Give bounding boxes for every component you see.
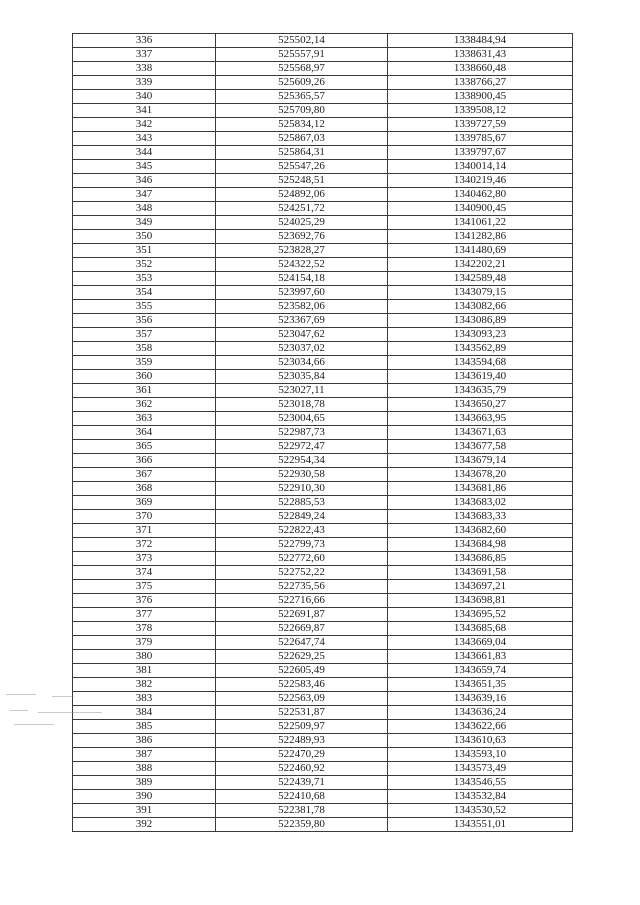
point-number-cell: 386 bbox=[73, 734, 216, 748]
table-row bbox=[73, 496, 573, 510]
x-coordinate-cell: 525834,12 bbox=[216, 118, 388, 132]
point-number-cell: 337 bbox=[73, 48, 216, 62]
y-coordinate-cell: 1343636,24 bbox=[388, 706, 573, 720]
table-row bbox=[73, 412, 573, 426]
y-coordinate-cell: 1338484,94 bbox=[388, 34, 573, 48]
x-coordinate-cell: 524154,18 bbox=[216, 272, 388, 286]
table-row bbox=[73, 76, 573, 90]
point-number-cell: 370 bbox=[73, 510, 216, 524]
table-row bbox=[73, 636, 573, 650]
y-coordinate-cell: 1343663,95 bbox=[388, 412, 573, 426]
y-coordinate-cell: 1340014,14 bbox=[388, 160, 573, 174]
x-coordinate-cell: 525867,03 bbox=[216, 132, 388, 146]
x-coordinate-cell: 525568,97 bbox=[216, 62, 388, 76]
x-coordinate-cell: 523035,84 bbox=[216, 370, 388, 384]
point-number-cell: 345 bbox=[73, 160, 216, 174]
y-coordinate-cell: 1343683,33 bbox=[388, 510, 573, 524]
y-coordinate-cell: 1340219,46 bbox=[388, 174, 573, 188]
table-row bbox=[73, 300, 573, 314]
point-number-cell: 363 bbox=[73, 412, 216, 426]
x-coordinate-cell: 522410,68 bbox=[216, 790, 388, 804]
table-row bbox=[73, 174, 573, 188]
x-coordinate-cell: 522910,30 bbox=[216, 482, 388, 496]
point-number-cell: 342 bbox=[73, 118, 216, 132]
point-number-cell: 347 bbox=[73, 188, 216, 202]
y-coordinate-cell: 1339785,67 bbox=[388, 132, 573, 146]
x-coordinate-cell: 523997,60 bbox=[216, 286, 388, 300]
x-coordinate-cell: 522460,92 bbox=[216, 762, 388, 776]
point-number-cell: 368 bbox=[73, 482, 216, 496]
x-coordinate-cell: 522752,22 bbox=[216, 566, 388, 580]
table-row bbox=[73, 622, 573, 636]
table-row bbox=[73, 804, 573, 818]
y-coordinate-cell: 1343530,52 bbox=[388, 804, 573, 818]
x-coordinate-cell: 523692,76 bbox=[216, 230, 388, 244]
point-number-cell: 341 bbox=[73, 104, 216, 118]
y-coordinate-cell: 1343086,89 bbox=[388, 314, 573, 328]
point-number-cell: 390 bbox=[73, 790, 216, 804]
y-coordinate-cell: 1343651,35 bbox=[388, 678, 573, 692]
y-coordinate-cell: 1343661,83 bbox=[388, 650, 573, 664]
y-coordinate-cell: 1343686,85 bbox=[388, 552, 573, 566]
table-row bbox=[73, 244, 573, 258]
table-row bbox=[73, 678, 573, 692]
x-coordinate-cell: 522930,58 bbox=[216, 468, 388, 482]
x-coordinate-cell: 522381,78 bbox=[216, 804, 388, 818]
table-row bbox=[73, 468, 573, 482]
x-coordinate-cell: 523027,11 bbox=[216, 384, 388, 398]
table-row bbox=[73, 706, 573, 720]
point-number-cell: 353 bbox=[73, 272, 216, 286]
point-number-cell: 383 bbox=[73, 692, 216, 706]
point-number-cell: 346 bbox=[73, 174, 216, 188]
point-number-cell: 361 bbox=[73, 384, 216, 398]
table-row bbox=[73, 790, 573, 804]
point-number-cell: 382 bbox=[73, 678, 216, 692]
point-number-cell: 387 bbox=[73, 748, 216, 762]
table-row bbox=[73, 818, 573, 832]
x-coordinate-cell: 523034,66 bbox=[216, 356, 388, 370]
point-number-cell: 365 bbox=[73, 440, 216, 454]
table-row bbox=[73, 566, 573, 580]
point-number-cell: 364 bbox=[73, 426, 216, 440]
y-coordinate-cell: 1338660,48 bbox=[388, 62, 573, 76]
table-row bbox=[73, 398, 573, 412]
y-coordinate-cell: 1343685,68 bbox=[388, 622, 573, 636]
x-coordinate-cell: 523018,78 bbox=[216, 398, 388, 412]
table-row bbox=[73, 216, 573, 230]
table-row bbox=[73, 776, 573, 790]
y-coordinate-cell: 1343639,16 bbox=[388, 692, 573, 706]
table-row bbox=[73, 202, 573, 216]
x-coordinate-cell: 522509,97 bbox=[216, 720, 388, 734]
x-coordinate-cell: 522972,47 bbox=[216, 440, 388, 454]
point-number-cell: 360 bbox=[73, 370, 216, 384]
x-coordinate-cell: 525248,51 bbox=[216, 174, 388, 188]
x-coordinate-cell: 523037,02 bbox=[216, 342, 388, 356]
y-coordinate-cell: 1343610,63 bbox=[388, 734, 573, 748]
table-row bbox=[73, 720, 573, 734]
table-row bbox=[73, 258, 573, 272]
y-coordinate-cell: 1338631,43 bbox=[388, 48, 573, 62]
y-coordinate-cell: 1343677,58 bbox=[388, 440, 573, 454]
point-number-cell: 343 bbox=[73, 132, 216, 146]
point-number-cell: 369 bbox=[73, 496, 216, 510]
table-row bbox=[73, 510, 573, 524]
table-row bbox=[73, 132, 573, 146]
point-number-cell: 362 bbox=[73, 398, 216, 412]
table-row bbox=[73, 34, 573, 48]
y-coordinate-cell: 1343684,98 bbox=[388, 538, 573, 552]
table-row bbox=[73, 692, 573, 706]
y-coordinate-cell: 1343697,21 bbox=[388, 580, 573, 594]
table-row bbox=[73, 160, 573, 174]
x-coordinate-cell: 522799,73 bbox=[216, 538, 388, 552]
margin-smudge bbox=[2, 688, 110, 730]
table-row bbox=[73, 118, 573, 132]
y-coordinate-cell: 1343698,81 bbox=[388, 594, 573, 608]
y-coordinate-cell: 1343551,01 bbox=[388, 818, 573, 832]
x-coordinate-cell: 523047,62 bbox=[216, 328, 388, 342]
point-number-cell: 339 bbox=[73, 76, 216, 90]
point-number-cell: 374 bbox=[73, 566, 216, 580]
table-row bbox=[73, 146, 573, 160]
y-coordinate-cell: 1343532,84 bbox=[388, 790, 573, 804]
table-row bbox=[73, 426, 573, 440]
x-coordinate-cell: 522772,60 bbox=[216, 552, 388, 566]
x-coordinate-cell: 522629,25 bbox=[216, 650, 388, 664]
x-coordinate-cell: 524322,52 bbox=[216, 258, 388, 272]
y-coordinate-cell: 1343659,74 bbox=[388, 664, 573, 678]
x-coordinate-cell: 523367,69 bbox=[216, 314, 388, 328]
x-coordinate-cell: 522716,66 bbox=[216, 594, 388, 608]
point-number-cell: 355 bbox=[73, 300, 216, 314]
point-number-cell: 380 bbox=[73, 650, 216, 664]
point-number-cell: 371 bbox=[73, 524, 216, 538]
y-coordinate-cell: 1343546,55 bbox=[388, 776, 573, 790]
x-coordinate-cell: 525547,26 bbox=[216, 160, 388, 174]
x-coordinate-cell: 522470,29 bbox=[216, 748, 388, 762]
point-number-cell: 352 bbox=[73, 258, 216, 272]
table-row bbox=[73, 272, 573, 286]
y-coordinate-cell: 1342589,48 bbox=[388, 272, 573, 286]
y-coordinate-cell: 1343678,20 bbox=[388, 468, 573, 482]
y-coordinate-cell: 1339508,12 bbox=[388, 104, 573, 118]
x-coordinate-cell: 522735,56 bbox=[216, 580, 388, 594]
table-row bbox=[73, 482, 573, 496]
table-row bbox=[73, 384, 573, 398]
point-number-cell: 357 bbox=[73, 328, 216, 342]
x-coordinate-cell: 523582,06 bbox=[216, 300, 388, 314]
point-number-cell: 356 bbox=[73, 314, 216, 328]
y-coordinate-cell: 1342202,21 bbox=[388, 258, 573, 272]
y-coordinate-cell: 1343691,58 bbox=[388, 566, 573, 580]
table-row bbox=[73, 230, 573, 244]
y-coordinate-cell: 1343573,49 bbox=[388, 762, 573, 776]
point-number-cell: 349 bbox=[73, 216, 216, 230]
point-number-cell: 359 bbox=[73, 356, 216, 370]
table-row bbox=[73, 188, 573, 202]
table-row bbox=[73, 552, 573, 566]
point-number-cell: 354 bbox=[73, 286, 216, 300]
y-coordinate-cell: 1343093,23 bbox=[388, 328, 573, 342]
table-row bbox=[73, 356, 573, 370]
y-coordinate-cell: 1339727,59 bbox=[388, 118, 573, 132]
x-coordinate-cell: 522359,80 bbox=[216, 818, 388, 832]
point-number-cell: 378 bbox=[73, 622, 216, 636]
point-number-cell: 379 bbox=[73, 636, 216, 650]
y-coordinate-cell: 1343682,60 bbox=[388, 524, 573, 538]
point-number-cell: 366 bbox=[73, 454, 216, 468]
point-number-cell: 391 bbox=[73, 804, 216, 818]
table-row bbox=[73, 342, 573, 356]
point-number-cell: 348 bbox=[73, 202, 216, 216]
point-number-cell: 388 bbox=[73, 762, 216, 776]
x-coordinate-cell: 523828,27 bbox=[216, 244, 388, 258]
table-row bbox=[73, 608, 573, 622]
point-number-cell: 338 bbox=[73, 62, 216, 76]
point-number-cell: 340 bbox=[73, 90, 216, 104]
y-coordinate-cell: 1339797,67 bbox=[388, 146, 573, 160]
y-coordinate-cell: 1340900,45 bbox=[388, 202, 573, 216]
point-number-cell: 375 bbox=[73, 580, 216, 594]
table-row bbox=[73, 594, 573, 608]
point-number-cell: 344 bbox=[73, 146, 216, 160]
x-coordinate-cell: 522987,73 bbox=[216, 426, 388, 440]
point-number-cell: 351 bbox=[73, 244, 216, 258]
x-coordinate-cell: 525609,26 bbox=[216, 76, 388, 90]
y-coordinate-cell: 1343681,86 bbox=[388, 482, 573, 496]
x-coordinate-cell: 524251,72 bbox=[216, 202, 388, 216]
point-number-cell: 373 bbox=[73, 552, 216, 566]
table-row bbox=[73, 286, 573, 300]
table-row bbox=[73, 370, 573, 384]
table-row bbox=[73, 328, 573, 342]
x-coordinate-cell: 522647,74 bbox=[216, 636, 388, 650]
x-coordinate-cell: 522885,53 bbox=[216, 496, 388, 510]
table-row bbox=[73, 538, 573, 552]
x-coordinate-cell: 524025,29 bbox=[216, 216, 388, 230]
y-coordinate-cell: 1341282,86 bbox=[388, 230, 573, 244]
y-coordinate-cell: 1343695,52 bbox=[388, 608, 573, 622]
x-coordinate-cell: 522583,46 bbox=[216, 678, 388, 692]
point-number-cell: 384 bbox=[73, 706, 216, 720]
x-coordinate-cell: 525709,80 bbox=[216, 104, 388, 118]
x-coordinate-cell: 522954,34 bbox=[216, 454, 388, 468]
point-number-cell: 372 bbox=[73, 538, 216, 552]
y-coordinate-cell: 1340462,80 bbox=[388, 188, 573, 202]
x-coordinate-cell: 525864,31 bbox=[216, 146, 388, 160]
point-number-cell: 376 bbox=[73, 594, 216, 608]
point-number-cell: 381 bbox=[73, 664, 216, 678]
table-row bbox=[73, 664, 573, 678]
table-row bbox=[73, 734, 573, 748]
y-coordinate-cell: 1343679,14 bbox=[388, 454, 573, 468]
table-row bbox=[73, 314, 573, 328]
table-row bbox=[73, 748, 573, 762]
y-coordinate-cell: 1343619,40 bbox=[388, 370, 573, 384]
table-row bbox=[73, 440, 573, 454]
point-number-cell: 367 bbox=[73, 468, 216, 482]
y-coordinate-cell: 1343082,66 bbox=[388, 300, 573, 314]
y-coordinate-cell: 1343622,66 bbox=[388, 720, 573, 734]
y-coordinate-cell: 1341061,22 bbox=[388, 216, 573, 230]
x-coordinate-cell: 522669,87 bbox=[216, 622, 388, 636]
coordinates-table bbox=[72, 33, 573, 832]
table-row bbox=[73, 104, 573, 118]
point-number-cell: 377 bbox=[73, 608, 216, 622]
point-number-cell: 350 bbox=[73, 230, 216, 244]
x-coordinate-cell: 522489,93 bbox=[216, 734, 388, 748]
table-row bbox=[73, 580, 573, 594]
x-coordinate-cell: 523004,65 bbox=[216, 412, 388, 426]
table-row bbox=[73, 762, 573, 776]
y-coordinate-cell: 1343671,63 bbox=[388, 426, 573, 440]
coordinates-table-body bbox=[73, 34, 573, 832]
x-coordinate-cell: 522822,43 bbox=[216, 524, 388, 538]
point-number-cell: 385 bbox=[73, 720, 216, 734]
x-coordinate-cell: 525502,14 bbox=[216, 34, 388, 48]
y-coordinate-cell: 1343669,04 bbox=[388, 636, 573, 650]
point-number-cell: 389 bbox=[73, 776, 216, 790]
point-number-cell: 358 bbox=[73, 342, 216, 356]
y-coordinate-cell: 1341480,69 bbox=[388, 244, 573, 258]
y-coordinate-cell: 1343079,15 bbox=[388, 286, 573, 300]
point-number-cell: 392 bbox=[73, 818, 216, 832]
x-coordinate-cell: 522849,24 bbox=[216, 510, 388, 524]
table-row bbox=[73, 454, 573, 468]
x-coordinate-cell: 522605,49 bbox=[216, 664, 388, 678]
y-coordinate-cell: 1343635,79 bbox=[388, 384, 573, 398]
y-coordinate-cell: 1343650,27 bbox=[388, 398, 573, 412]
y-coordinate-cell: 1343593,10 bbox=[388, 748, 573, 762]
x-coordinate-cell: 522531,87 bbox=[216, 706, 388, 720]
table-row bbox=[73, 650, 573, 664]
table-row bbox=[73, 62, 573, 76]
y-coordinate-cell: 1338900,45 bbox=[388, 90, 573, 104]
y-coordinate-cell: 1338766,27 bbox=[388, 76, 573, 90]
table-row bbox=[73, 524, 573, 538]
table-row bbox=[73, 90, 573, 104]
x-coordinate-cell: 525365,57 bbox=[216, 90, 388, 104]
y-coordinate-cell: 1343594,68 bbox=[388, 356, 573, 370]
x-coordinate-cell: 522563,09 bbox=[216, 692, 388, 706]
x-coordinate-cell: 522439,71 bbox=[216, 776, 388, 790]
table-row bbox=[73, 48, 573, 62]
point-number-cell: 336 bbox=[73, 34, 216, 48]
y-coordinate-cell: 1343562,89 bbox=[388, 342, 573, 356]
y-coordinate-cell: 1343683,02 bbox=[388, 496, 573, 510]
x-coordinate-cell: 524892,06 bbox=[216, 188, 388, 202]
x-coordinate-cell: 525557,91 bbox=[216, 48, 388, 62]
x-coordinate-cell: 522691,87 bbox=[216, 608, 388, 622]
